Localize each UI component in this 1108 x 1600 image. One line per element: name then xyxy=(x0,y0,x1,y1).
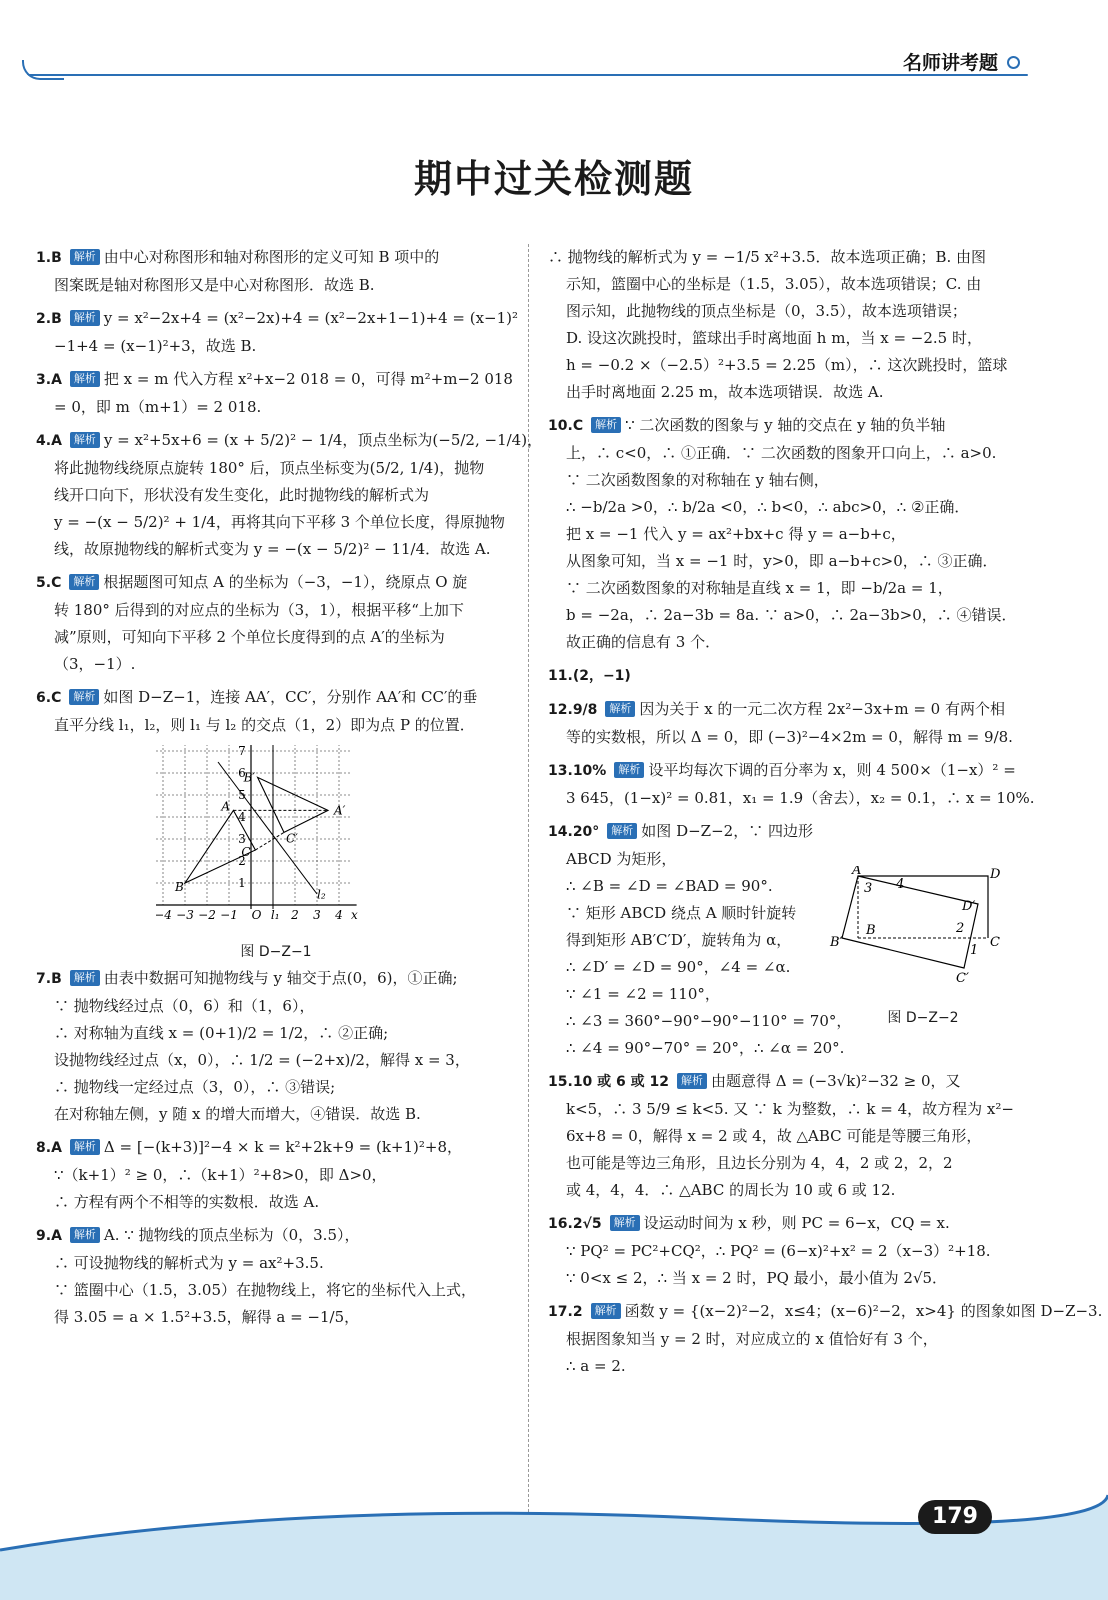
answer-line xyxy=(36,244,512,272)
answer-text: 因为关于 x 的一元二次方程 2x²−3x+m = 0 有两个相 xyxy=(639,700,1005,718)
answer-line xyxy=(548,818,1024,846)
question-number: 15. xyxy=(548,1074,573,1090)
answer-text: 由题意得 Δ = (−3√k)²−32 ≥ 0，又 xyxy=(711,1072,961,1090)
answer-text: Δ = [−(k+3)]²−4 × k = k²+2k+9 = (k+1)²+8， xyxy=(103,1138,462,1156)
answer-item xyxy=(36,965,512,1128)
answer-text: k<5，∴ 3 5/9 ≤ k<5. 又 ∵ k 为整数，∴ k = 4，故方程为 x²− xyxy=(566,1100,1014,1118)
x-tick-label: −2 xyxy=(198,908,216,922)
answer-line xyxy=(36,712,512,739)
answer-line xyxy=(36,394,512,421)
answer-choice: C xyxy=(51,575,62,591)
answer-line xyxy=(36,509,512,536)
point-label: D xyxy=(990,867,1001,882)
answer-line xyxy=(548,1123,1024,1150)
coordinate-grid-figure xyxy=(156,745,386,935)
answer-text: h = −0.2 ×（−2.5）²+3.5 = 2.25（m），∴ 这次跳投时，篮球 xyxy=(566,356,1008,374)
answer-line xyxy=(548,757,1024,785)
answer-item xyxy=(36,366,512,421)
answer-item xyxy=(36,1134,512,1216)
answer-line xyxy=(548,440,1024,467)
question-number: 16. xyxy=(548,1216,573,1232)
answer-text: 线开口向下，形状没有发生变化，此时抛物线的解析式为 xyxy=(54,486,430,504)
x-tick-label: 4 xyxy=(335,908,343,922)
answer-text: 3 645，(1−x)² = 0.81，x₁ = 1.9（舍去），x₂ = 0.1，∴ x = 10%. xyxy=(566,789,1035,807)
answer-choice: (2，−1) xyxy=(572,668,631,684)
answer-line xyxy=(548,325,1024,352)
answer-line xyxy=(548,1035,1024,1062)
answer-choice: C xyxy=(572,418,584,434)
page-title: 期中过关检测题 xyxy=(413,157,694,201)
y-tick-label: 6 xyxy=(238,766,246,780)
answer-text: 直平分线 l₁，l₂，则 l₁ 与 l₂ 的交点（1，2）即为点 P 的位置． xyxy=(54,716,475,734)
y-tick-label: 7 xyxy=(238,745,246,758)
answer-line xyxy=(548,724,1024,751)
answer-text: 把 x = m 代入方程 x²+x−2 018 = 0，可得 m²+m−2 018 xyxy=(103,370,513,388)
x-tick-label: 2 xyxy=(291,908,299,922)
answer-text: ∵ 0<x ≤ 2，∴ 当 x = 2 时，PQ 最小，最小值为 2√5． xyxy=(566,1269,948,1287)
question-number: 12. xyxy=(548,702,573,718)
answer-line xyxy=(36,684,512,712)
answer-item xyxy=(36,427,543,563)
analysis-tag: 解析 xyxy=(70,1139,100,1155)
answer-line xyxy=(36,333,512,360)
answer-item xyxy=(548,244,1024,406)
answer-choice: B xyxy=(51,311,62,327)
answer-line xyxy=(548,271,1024,298)
y-tick-label: 1 xyxy=(238,876,246,890)
point-label: C′ xyxy=(286,831,298,846)
answer-text: ∵ PQ² = PC²+CQ²，∴ PQ² = (6−x)²+x² = 2（x−3）²+18. xyxy=(566,1242,991,1260)
answer-line xyxy=(548,1150,1024,1177)
answer-item xyxy=(36,305,519,360)
point-label: D′ xyxy=(962,899,976,914)
answer-text: 在对称轴左侧，y 随 x 的增大而增大，④错误．故选 B. xyxy=(54,1105,421,1123)
answer-line xyxy=(36,1189,512,1216)
answer-text: ∴ a = 2. xyxy=(566,1357,626,1375)
answer-line xyxy=(548,1265,1024,1292)
answer-item xyxy=(548,696,1024,751)
answer-line xyxy=(548,1177,1024,1204)
point-label: C′ xyxy=(956,971,969,986)
answer-text: 上，∴ c<0，∴ ①正确．∵ 二次函数的图象开口向上，∴ a>0. xyxy=(566,444,997,462)
answer-line xyxy=(36,965,512,993)
point-label: C xyxy=(990,935,1000,950)
answer-text: A. ∵ 抛物线的顶点坐标为（0，3.5）， xyxy=(103,1226,360,1244)
answer-line xyxy=(548,298,1024,325)
answer-line xyxy=(36,482,512,509)
analysis-tag: 解析 xyxy=(607,823,637,839)
y-tick-label: 3 xyxy=(238,832,246,846)
header-rule xyxy=(28,74,1028,76)
answer-line xyxy=(36,651,512,678)
answer-text: 转 180° 后得到的对应点的坐标为（3，1），根据平移“上加下 xyxy=(54,601,464,619)
question-number: 1. xyxy=(36,250,52,266)
point-label: A xyxy=(221,799,231,814)
answer-text: ∵ 二次函数图象的对称轴是直线 x = 1，即 −b/2a = 1， xyxy=(566,579,953,597)
answer-line xyxy=(36,427,543,455)
answer-text: ∵ 矩形 ABCD 绕点 A 顺时针旋转 xyxy=(566,904,797,922)
answer-line xyxy=(36,1162,512,1189)
point-label: B xyxy=(175,880,184,894)
answer-line xyxy=(548,1096,1024,1123)
answer-text: ∵ ∠1 = ∠2 = 110°， xyxy=(566,985,720,1003)
answer-line xyxy=(548,1210,1024,1238)
answer-line xyxy=(36,1074,512,1101)
point-label: B xyxy=(866,923,876,938)
answer-text: 函数 y = {(x−2)²−2，x≤4；(x−6)²−2，x>4} 的图象如图 D−Z−3. xyxy=(624,1302,1103,1320)
answer-text: −1+4 = (x−1)²+3，故选 B. xyxy=(54,337,257,355)
answer-text: 如图 D−Z−1，连接 AA′，CC′，分别作 AA′和 CC′的垂 xyxy=(103,688,478,706)
answer-line xyxy=(548,548,1024,575)
answer-text: ∴ ∠B = ∠D = ∠BAD = 90°. xyxy=(566,877,773,895)
answer-choice: B xyxy=(51,250,62,266)
answer-text: 得到矩形 AB′C′D′，旋转角为 α， xyxy=(566,931,792,949)
answer-item xyxy=(36,1222,512,1331)
page-header xyxy=(0,0,1108,90)
answer-text: 图示知，此抛物线的顶点坐标是（0，3.5），故本选项错误； xyxy=(566,302,967,320)
point-label: 3 xyxy=(864,881,873,896)
x-tick-label: −1 xyxy=(220,908,238,922)
question-number: 4. xyxy=(36,433,52,449)
answer-text: 从图象可知，当 x = −1 时，y>0，即 a−b+c>0，∴ ③正确． xyxy=(566,552,998,570)
figure-caption: 图 D−Z−2 xyxy=(887,1010,959,1026)
question-number: 11. xyxy=(548,668,573,684)
answer-line xyxy=(548,244,1024,271)
answer-line xyxy=(36,993,512,1020)
answer-text: 出手时离地面 2.25 m，故本选项错误．故选 A. xyxy=(566,383,884,401)
answer-text: D. 设这次跳投时，篮球出手时离地面 h m，当 x = −2.5 时， xyxy=(566,329,982,347)
answer-line xyxy=(548,412,1024,440)
answer-line xyxy=(548,494,1024,521)
answer-text: ∴ ∠3 = 360°−90°−90°−110° = 70°， xyxy=(566,1012,852,1030)
analysis-tag: 解析 xyxy=(591,417,621,433)
answer-text: 或 4，4，4．∴ △ABC 的周长为 10 或 6 或 12. xyxy=(566,1181,896,1199)
answer-text: 如图 D−Z−2，∵ 四边形 xyxy=(641,822,813,840)
answer-text: 由中心对称图形和轴对称图形的定义可知 B 项中的 xyxy=(103,248,440,266)
answer-line xyxy=(548,602,1024,629)
answer-item xyxy=(548,757,1035,812)
figure-d-z-2 xyxy=(828,866,1018,1027)
answer-line xyxy=(548,629,1024,656)
left-column xyxy=(36,244,543,1337)
analysis-tag: 解析 xyxy=(69,689,99,705)
answer-choice: 20° xyxy=(572,824,600,840)
x-tick-label: l₁ xyxy=(270,908,280,922)
answer-text: 把 x = −1 代入 y = ax²+bx+c 得 y = a−b+c， xyxy=(566,525,906,543)
answer-choice: A xyxy=(51,1228,62,1244)
answer-line xyxy=(36,1134,512,1162)
answer-line xyxy=(548,1238,1024,1265)
answer-item xyxy=(548,1210,1024,1292)
answer-line xyxy=(36,1101,512,1128)
answer-text: 等的实数根，所以 Δ = 0，即 (−3)²−4×2m = 0，解得 m = 9/8. xyxy=(566,728,1013,746)
x-tick-label: O xyxy=(251,908,262,922)
answer-text: 设抛物线经过点（x，0），∴ 1/2 = (−2+x)/2，解得 x = 3， xyxy=(54,1051,470,1069)
x-tick-label: 3 xyxy=(313,908,321,922)
y-tick-label: 4 xyxy=(238,810,246,824)
answer-text: ∴ ∠D′ = ∠D = 90°，∠4 = ∠α. xyxy=(566,958,791,976)
analysis-tag: 解析 xyxy=(70,970,100,986)
answer-text: 设平均每次下调的百分率为 x，则 4 500×（1−x）² = xyxy=(648,761,1016,779)
answer-text: b = −2a，∴ 2a−3b = 8a. ∵ a>0，∴ 2a−3b>0，∴ ④错误． xyxy=(566,606,1017,624)
answer-text: = 0，即 m（m+1）= 2 018. xyxy=(54,398,262,416)
answer-item xyxy=(36,569,512,678)
answer-text: ∵ 抛物线经过点（0，6）和（1，6）， xyxy=(54,997,315,1015)
answer-line xyxy=(548,1353,1024,1380)
answer-choice: A xyxy=(51,372,62,388)
answer-choice: 2√5 xyxy=(572,1216,602,1232)
question-number: 5. xyxy=(36,575,52,591)
answer-text: ∴ 抛物线的解析式为 y = −1/5 x²+3.5．故本选项正确；B. 由图 xyxy=(548,248,987,266)
answer-text: ∴ 可设抛物线的解析式为 y = ax²+3.5. xyxy=(54,1254,324,1272)
analysis-tag: 解析 xyxy=(70,432,100,448)
point-label: 2 xyxy=(956,921,965,936)
right-column xyxy=(548,244,1103,1386)
answer-line xyxy=(548,352,1024,379)
answer-line xyxy=(548,379,1024,406)
answer-item xyxy=(548,1068,1024,1204)
answer-item xyxy=(36,684,512,739)
analysis-tag: 解析 xyxy=(614,762,644,778)
answer-choice: B xyxy=(51,971,62,987)
answer-text: ABCD 为矩形， xyxy=(566,850,677,868)
point-label: B′ xyxy=(830,935,843,950)
circle-icon xyxy=(1007,56,1020,69)
triangle-a-b-c-prime xyxy=(258,777,328,832)
answer-text: 图案既是轴对称图形又是中心对称图形．故选 B. xyxy=(54,276,375,294)
answer-text: ∵（k+1）² ≥ 0，∴（k+1）²+8>0，即 Δ>0， xyxy=(54,1166,387,1184)
answer-text: y = x²−2x+4 = (x²−2x)+4 = (x²−2x+1−1)+4 = (x−1)² xyxy=(103,309,519,327)
question-number: 2. xyxy=(36,311,52,327)
answer-text: ∴ −b/2a >0，∴ b/2a <0，∴ b<0，∴ abc>0，∴ ②正确． xyxy=(566,498,970,516)
answer-line xyxy=(36,1304,512,1331)
answer-line xyxy=(548,521,1024,548)
analysis-tag: 解析 xyxy=(610,1215,640,1231)
header-curve-decoration xyxy=(22,60,64,80)
answer-text: 示知，篮圈中心的坐标是（1.5，3.05），故本选项错误；C. 由 xyxy=(566,275,982,293)
page-number: 179 xyxy=(918,1500,992,1534)
answer-line xyxy=(36,305,519,333)
answer-choice: 10 或 6 或 12 xyxy=(572,1074,670,1090)
answer-text: （3，−1）. xyxy=(54,655,136,673)
answer-text: 由表中数据可知抛物线与 y 轴交于点(0，6)，①正确; xyxy=(103,969,458,987)
answer-line xyxy=(36,272,512,299)
answer-text: ∴ 抛物线一定经过点（3，0），∴ ③错误; xyxy=(54,1078,336,1096)
answer-text: ∴ ∠4 = 90°−70° = 20°，∴ ∠α = 20°. xyxy=(566,1039,845,1057)
answer-text: 将此抛物线绕原点旋转 180° 后，顶点坐标变为(5/2, 1/4)，抛物 xyxy=(54,459,485,477)
answer-text: y = x²+5x+6 = (x + 5/2)² − 1/4，顶点坐标为(−5/2, −1/4)， xyxy=(103,431,543,449)
analysis-tag: 解析 xyxy=(591,1303,621,1319)
answer-line xyxy=(548,662,1024,690)
question-number: 9. xyxy=(36,1228,52,1244)
answer-item xyxy=(36,244,512,299)
question-number: 17. xyxy=(548,1304,573,1320)
analysis-tag: 解析 xyxy=(69,574,99,590)
answer-text: 也可能是等边三角形，且边长分别为 4，4，2 或 2，2，2 xyxy=(566,1154,953,1172)
answer-line xyxy=(36,1277,512,1304)
answer-line xyxy=(36,597,512,624)
answer-choice: A xyxy=(51,1140,62,1156)
answer-text: 得 3.05 = a × 1.5²+3.5，解得 a = −1/5， xyxy=(54,1308,360,1326)
answer-text: ∵ 二次函数图象的对称轴在 y 轴右侧， xyxy=(566,471,829,489)
answer-choice: 10% xyxy=(572,763,607,779)
question-number: 6. xyxy=(36,690,52,706)
answer-line xyxy=(548,1068,1024,1096)
answer-choice: 9/8 xyxy=(572,702,598,718)
question-number: 10. xyxy=(548,418,573,434)
point-label: A xyxy=(852,866,862,878)
y-tick-label: 5 xyxy=(238,788,246,802)
answer-text: 减”原则，可知向下平移 2 个单位长度得到的点 A′的坐标为 xyxy=(54,628,445,646)
point-label: l₂ xyxy=(317,887,326,902)
analysis-tag: 解析 xyxy=(70,1227,100,1243)
section-title: 名师讲考题 xyxy=(902,52,998,74)
point-label: 1 xyxy=(970,943,979,958)
answer-line xyxy=(548,785,1035,812)
answer-line xyxy=(36,1020,512,1047)
answer-text: 根据题图可知点 A 的坐标为（−3，−1），绕原点 O 旋 xyxy=(103,573,468,591)
answer-choice: C xyxy=(51,690,62,706)
analysis-tag: 解析 xyxy=(605,701,635,717)
answer-line xyxy=(36,366,512,394)
question-number: 3. xyxy=(36,372,52,388)
answer-line xyxy=(36,455,512,482)
point-label: B′ xyxy=(243,770,256,785)
answer-choice: 2 xyxy=(572,1304,583,1320)
question-number: 8. xyxy=(36,1140,52,1156)
answer-text: 设运动时间为 x 秒，则 PC = 6−x，CQ = x. xyxy=(643,1214,950,1232)
rectangle-rotation-figure xyxy=(828,866,1018,1001)
answer-text: ∵ 篮圈中心（1.5，3.05）在抛物线上，将它的坐标代入上式， xyxy=(54,1281,477,1299)
answer-text: ∴ 对称轴为直线 x = (0+1)/2 = 1/2，∴ ②正确; xyxy=(54,1024,389,1042)
answer-line xyxy=(548,575,1024,602)
analysis-tag: 解析 xyxy=(677,1073,707,1089)
answer-text: ∵ 二次函数的图象与 y 轴的交点在 y 轴的负半轴 xyxy=(625,416,946,434)
analysis-tag: 解析 xyxy=(70,310,100,326)
answer-text: 线，故原抛物线的解析式变为 y = −(x − 5/2)² − 11/4．故选 A. xyxy=(54,540,491,558)
answer-line xyxy=(548,1298,1103,1326)
question-number: 7. xyxy=(36,971,52,987)
x-tick-label: 4 xyxy=(164,908,172,922)
answer-text: y = −(x − 5/2)² + 1/4，再将其向下平移 3 个单位长度，得原抛物 xyxy=(54,513,505,531)
answer-line xyxy=(548,696,1024,724)
figure-d-z-1 xyxy=(156,745,396,961)
answer-line xyxy=(36,536,512,563)
answer-text: 6x+8 = 0，解得 x = 2 或 4，故 △ABC 可能是等腰三角形， xyxy=(566,1127,982,1145)
answer-text: 故正确的信息有 3 个． xyxy=(566,633,721,651)
point-label: C xyxy=(241,845,251,859)
question-number: 14. xyxy=(548,824,573,840)
analysis-tag: 解析 xyxy=(70,371,100,387)
answer-item xyxy=(548,662,1024,690)
answer-line xyxy=(36,569,512,597)
y-tick-label: 2 xyxy=(238,854,246,868)
answer-line xyxy=(548,467,1024,494)
answer-line xyxy=(548,1326,1024,1353)
point-label: A′ xyxy=(334,803,346,818)
analysis-tag: 解析 xyxy=(70,249,100,265)
answer-line xyxy=(36,1047,512,1074)
segment-cc-prime xyxy=(255,832,284,850)
x-tick-label: x xyxy=(351,908,358,922)
figure-caption: 图 D−Z−1 xyxy=(240,944,312,960)
x-tick-label: −3 xyxy=(176,908,194,922)
answer-text: 根据图象知当 y = 2 时，对应成立的 x 值恰好有 3 个， xyxy=(566,1330,938,1348)
answer-line xyxy=(36,624,512,651)
answer-item xyxy=(548,412,1024,656)
answer-line xyxy=(36,1250,512,1277)
answer-text: ∴ 方程有两个不相等的实数根．故选 A. xyxy=(54,1193,320,1211)
question-number: 13. xyxy=(548,763,573,779)
answer-line xyxy=(36,1222,512,1250)
answer-item xyxy=(548,1298,1103,1380)
answer-choice: A xyxy=(51,433,62,449)
point-label: 4 xyxy=(896,877,905,892)
